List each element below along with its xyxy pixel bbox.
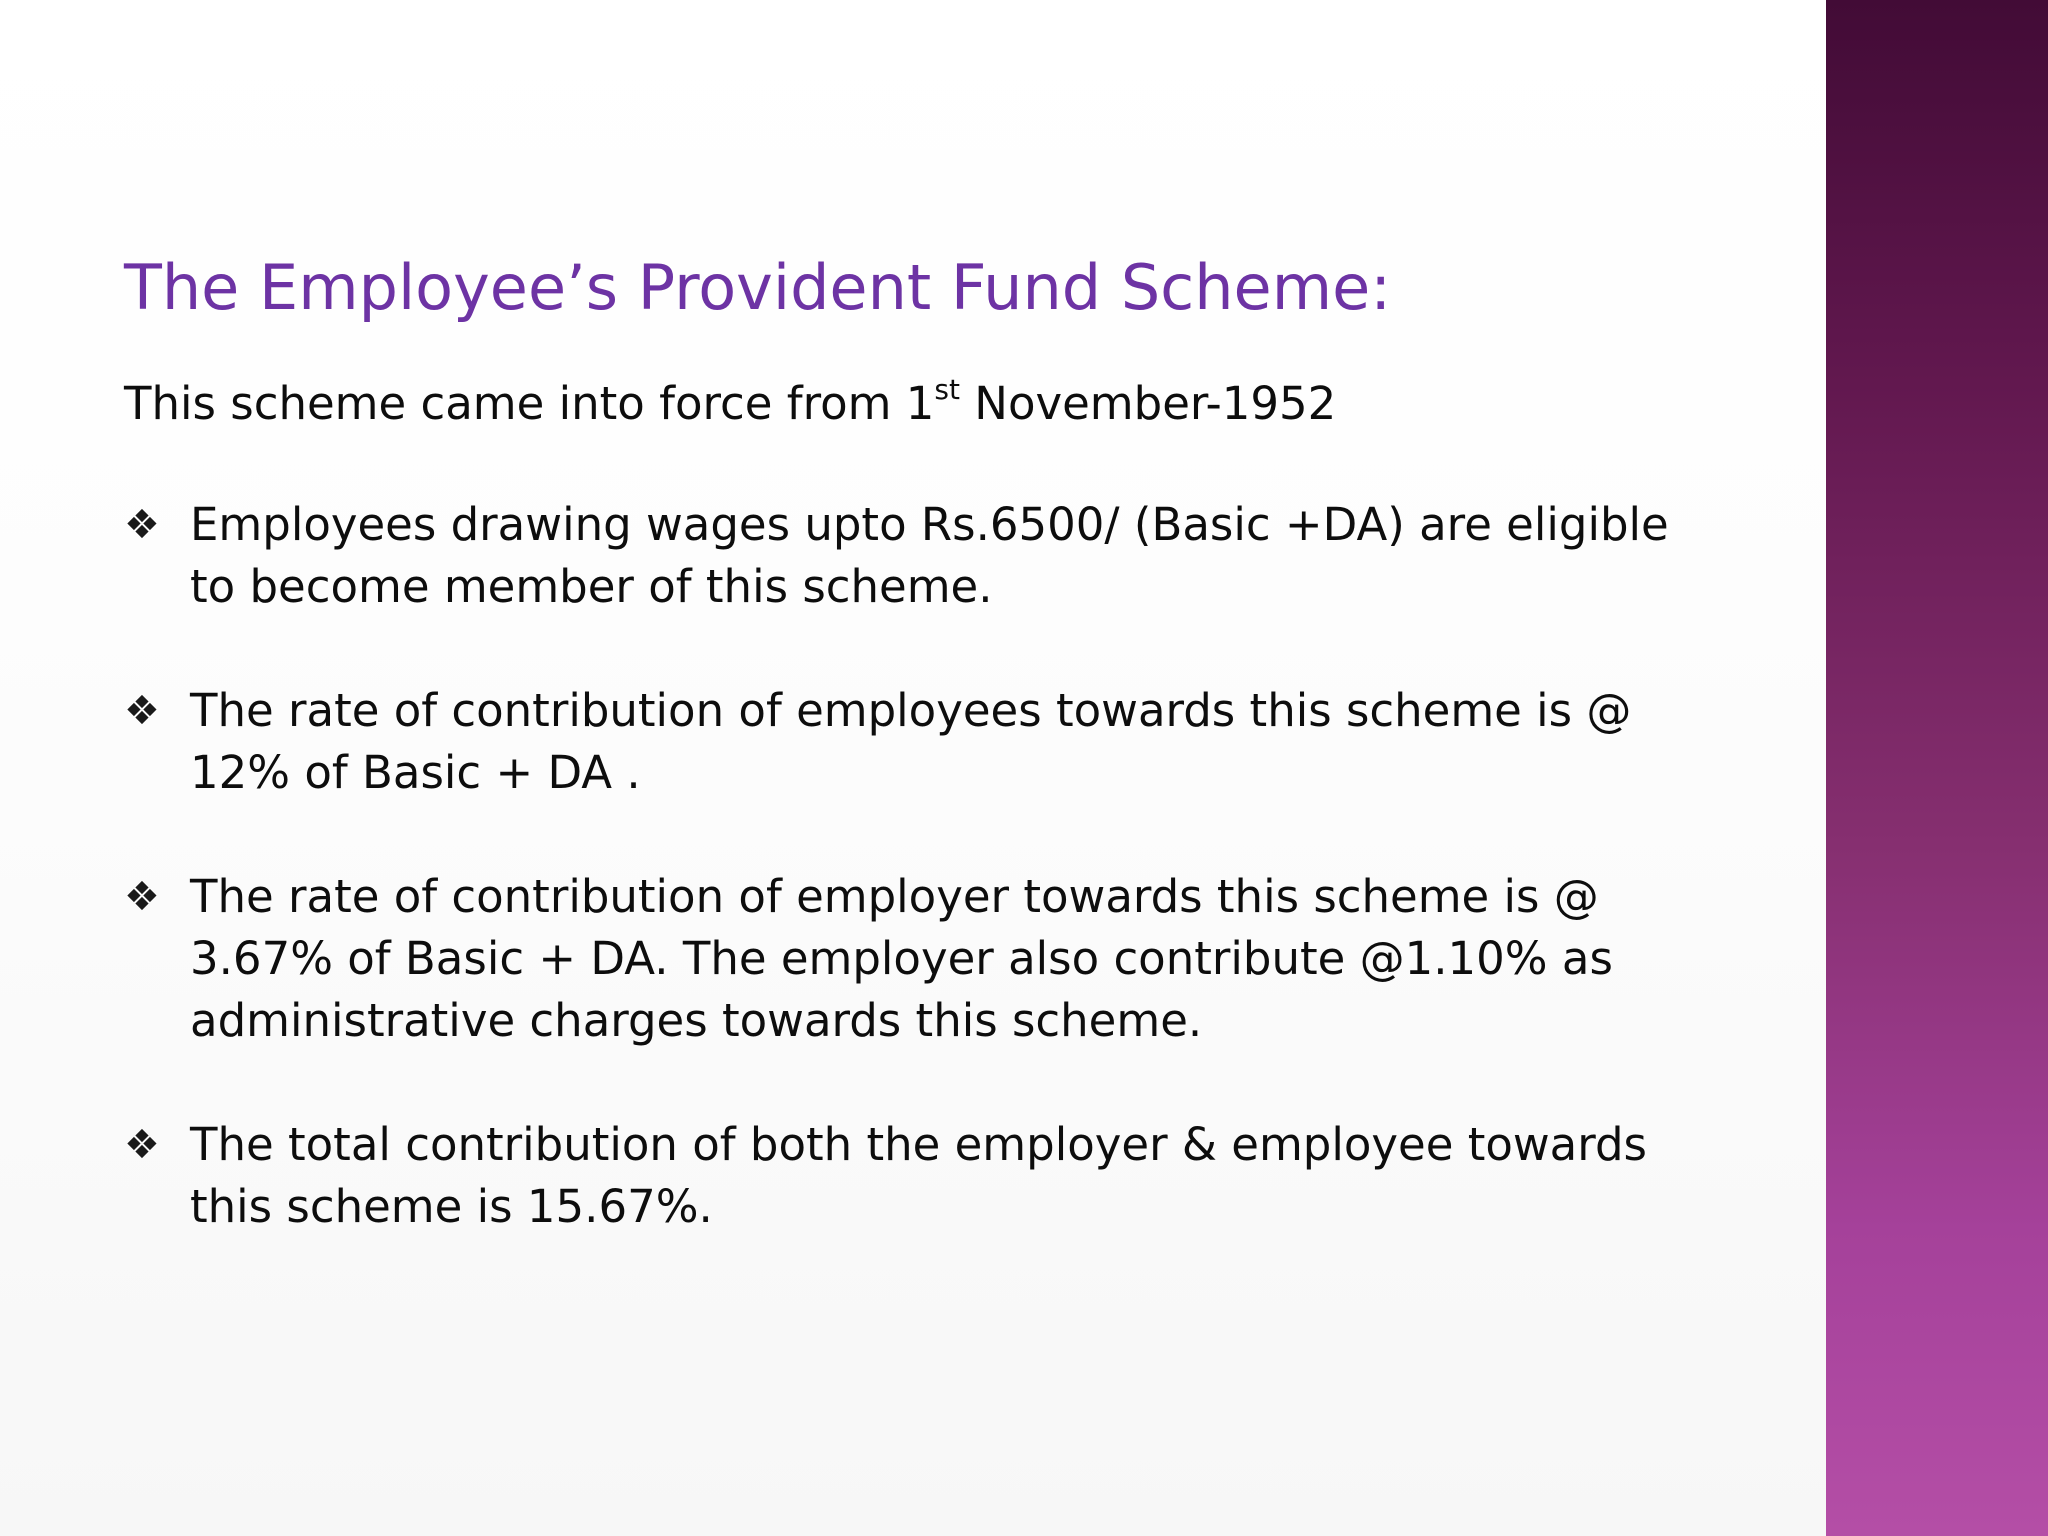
slide-content [124, 250, 1724, 1300]
bullet-line: Employees drawing wages upto Rs.6500/ (Basic +DA) are eligible [190, 498, 1669, 551]
bullet-line: 12% of Basic + DA . [190, 746, 641, 799]
bullet-list [124, 494, 1724, 1238]
list-item [124, 494, 1724, 618]
four-diamond-bullet-icon: ❖ [124, 502, 160, 548]
bullet-line: The rate of contribution of employees towards this scheme is @ [190, 684, 1632, 737]
bullet-line: The rate of contribution of employer towards this scheme is @ [190, 870, 1599, 923]
four-diamond-bullet-icon: ❖ [124, 874, 160, 920]
intro-text-end: November-1952 [959, 377, 1337, 430]
list-item [124, 866, 1724, 1052]
bullet-line: administrative charges towards this scheme. [190, 994, 1203, 1047]
bullet-line: 3.67% of Basic + DA. The employer also contribute @1.10% as [190, 932, 1613, 985]
bullet-line: this scheme is 15.67%. [190, 1180, 713, 1233]
bullet-line: to become member of this scheme. [190, 560, 993, 613]
decorative-side-band [1826, 0, 2048, 1536]
list-item [124, 680, 1724, 804]
four-diamond-bullet-icon: ❖ [124, 1122, 160, 1168]
intro-ordinal-suffix: st [934, 373, 960, 406]
intro-text-start: This scheme came into force from 1 [124, 377, 935, 430]
intro-text [124, 374, 1724, 434]
list-item [124, 1114, 1724, 1238]
slide-title: The Employee’s Provident Fund Scheme: [124, 251, 1392, 324]
bullet-line: The total contribution of both the employer & employee towards [190, 1118, 1647, 1171]
four-diamond-bullet-icon: ❖ [124, 688, 160, 734]
